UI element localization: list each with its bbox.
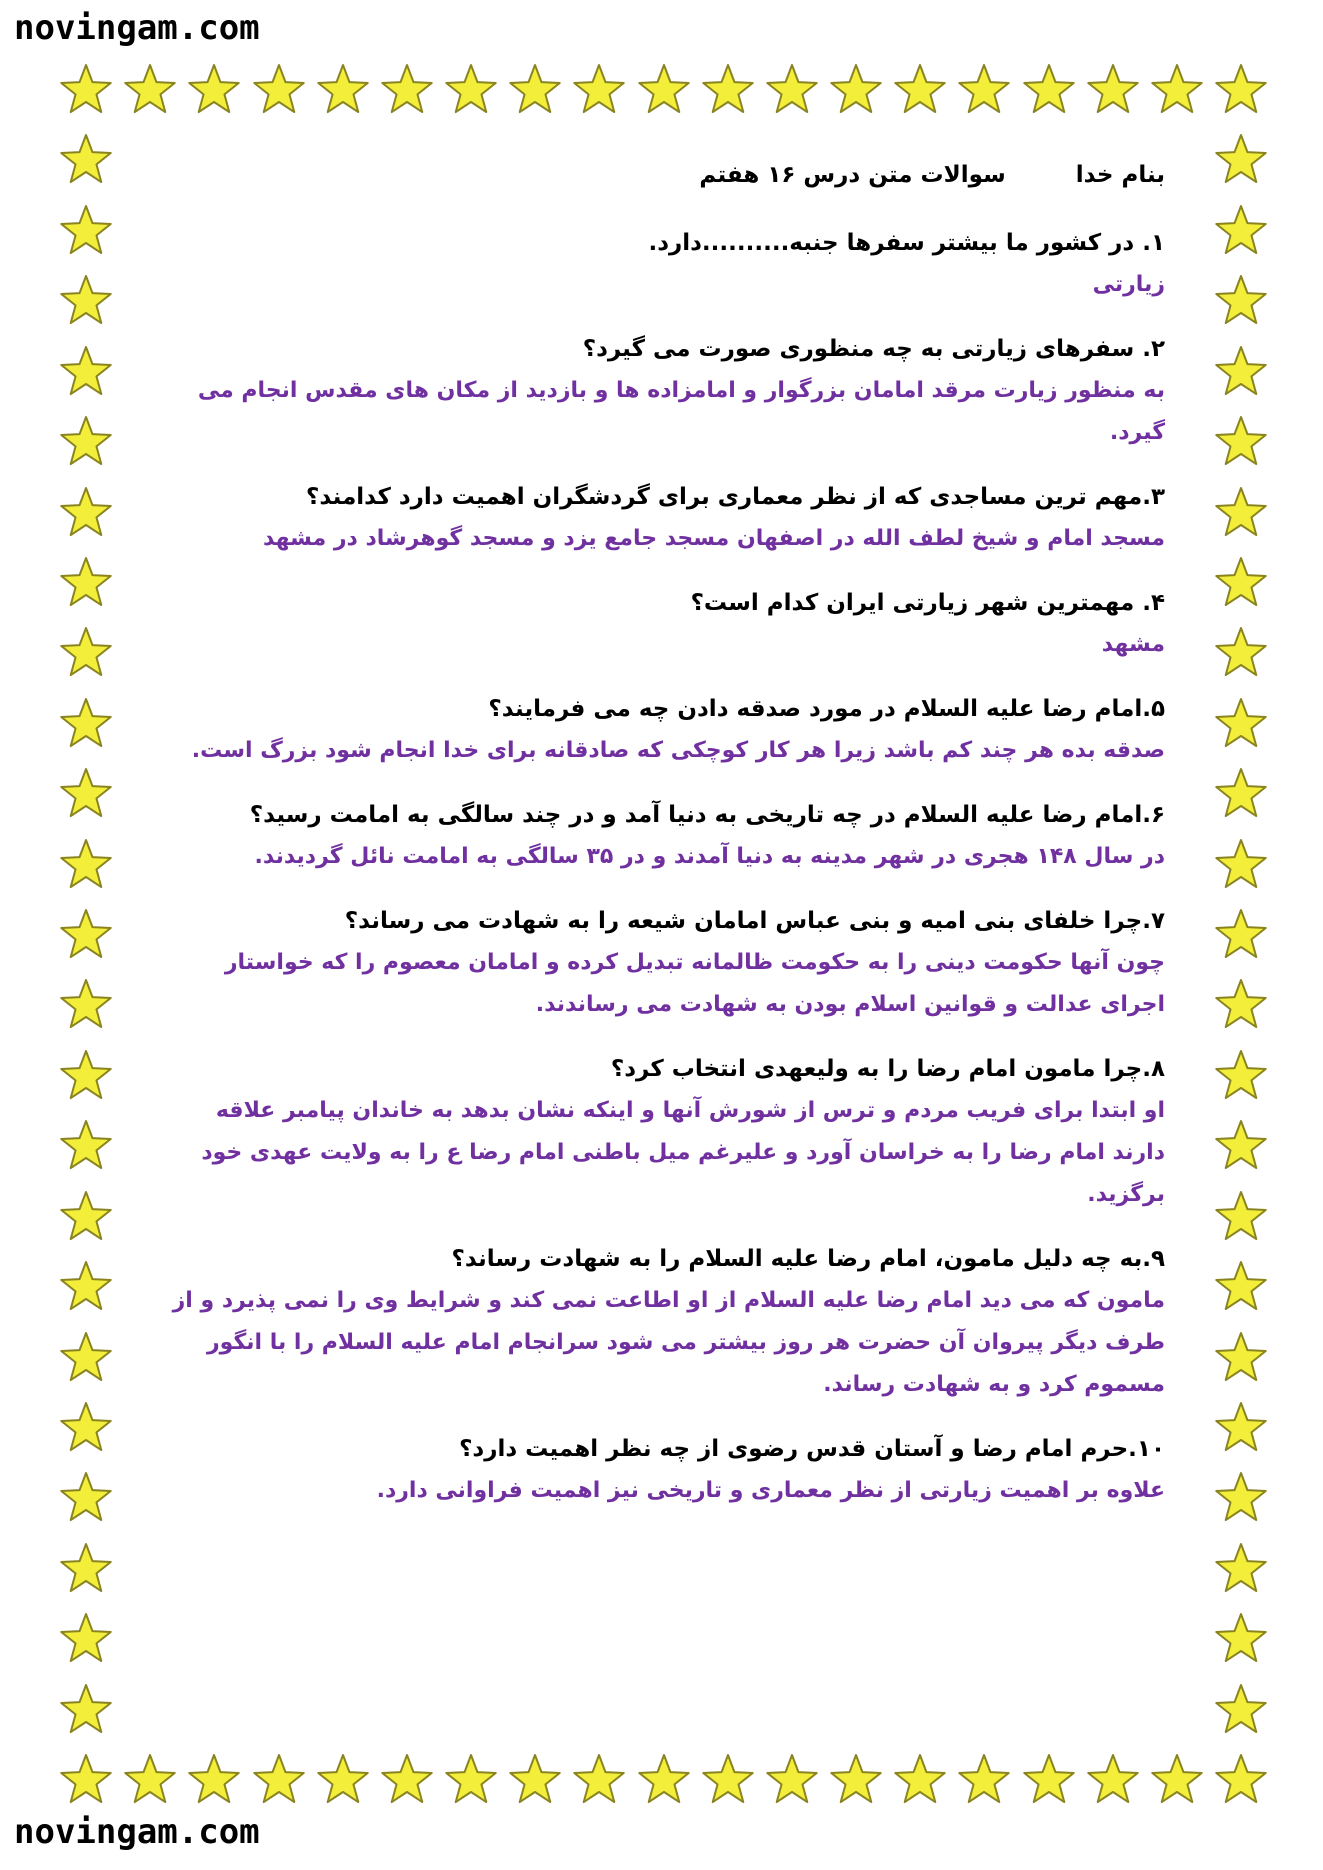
answer-7: چون آنها حکومت دینی را به حکومت ظالمانه تبدیل کرده و امامان معصوم را که خواستار اجرای عدالت و قوانین اسلام بودن به شهادت می رساندند.: [224, 950, 1165, 1017]
question-5: ۵.امام رضا علیه السلام در مورد صدقه دادن چه می فرمایند؟: [488, 696, 1165, 722]
star-icon: [1213, 1400, 1269, 1456]
star-icon: [58, 1048, 114, 1104]
answer-8: او ابتدا برای فریب مردم و ترس از شورش آنها و اینکه نشان بدهد به خاندان پیامبر علاقه دارند امام رضا را به خراسان آورد و علیرغم میل باطنی امام رضا ع را به ولایت عهدی خود برگزید.: [201, 1098, 1165, 1207]
star-icon: [1213, 977, 1269, 1033]
star-icon: [1149, 62, 1205, 118]
star-icon: [700, 1752, 756, 1808]
qa-item-4: [170, 582, 1165, 666]
star-icon: [443, 62, 499, 118]
star-icon: [58, 1400, 114, 1456]
star-icon: [1021, 62, 1077, 118]
star-icon: [58, 1189, 114, 1245]
answer-9: مامون که می دید امام رضا علیه السلام از او اطاعت نمی کند و شرایط وی را نمی پذیرد و از طرف دیگر پیروان آن حضرت هر روز بیشتر می شود سرانجام امام علیه السلام را با انگور مسموم کرد و به شهادت رساند.: [172, 1288, 1165, 1397]
star-icon: [1213, 837, 1269, 893]
question-7: ۷.چرا خلفای بنی امیه و بنی عباس امامان شیعه را به شهادت می رساند؟: [344, 908, 1165, 934]
star-icon: [1213, 1189, 1269, 1245]
star-icon: [1213, 1470, 1269, 1526]
star-icon: [1085, 62, 1141, 118]
watermark-bottom: novingam.com: [14, 1812, 260, 1852]
star-icon: [828, 1752, 884, 1808]
question-10: ۱۰.حرم امام رضا و آستان قدس رضوی از چه نظر اهمیت دارد؟: [459, 1436, 1165, 1462]
star-icon: [956, 62, 1012, 118]
star-icon: [58, 696, 114, 752]
star-icon: [764, 62, 820, 118]
answer-10: علاوه بر اهمیت زیارتی از نظر معماری و تاریخی نیز اهمیت فراوانی دارد.: [376, 1478, 1165, 1503]
answer-3: مسجد امام و شیخ لطف الله در اصفهان مسجد جامع یزد و مسجد گوهرشاد در مشهد: [262, 526, 1165, 551]
qa-item-9: [170, 1238, 1165, 1406]
star-icon: [1213, 273, 1269, 329]
star-icon: [58, 1682, 114, 1738]
star-icon: [1149, 1752, 1205, 1808]
star-icon: [571, 62, 627, 118]
star-icon: [58, 485, 114, 541]
star-icon: [58, 837, 114, 893]
star-icon: [58, 1752, 114, 1808]
star-icon: [1213, 414, 1269, 470]
star-icon: [1213, 1048, 1269, 1104]
star-icon: [58, 203, 114, 259]
star-icon: [1213, 1330, 1269, 1386]
star-icon: [1213, 1259, 1269, 1315]
star-icon: [956, 1752, 1012, 1808]
star-icon: [443, 1752, 499, 1808]
star-icon: [1213, 696, 1269, 752]
star-icon: [122, 1752, 178, 1808]
star-icon: [1213, 1118, 1269, 1174]
qa-item-6: [170, 794, 1165, 878]
star-icon: [1085, 1752, 1141, 1808]
question-6: ۶.امام رضا علیه السلام در چه تاریخی به دنیا آمد و در چند سالگی به امامت رسید؟: [249, 802, 1165, 828]
star-icon: [1213, 1611, 1269, 1667]
star-icon: [58, 1541, 114, 1597]
star-icon: [58, 977, 114, 1033]
star-icon: [1213, 203, 1269, 259]
star-icon: [58, 62, 114, 118]
star-icon: [315, 1752, 371, 1808]
star-icon: [1213, 132, 1269, 188]
qa-item-10: [170, 1428, 1165, 1512]
star-icon: [1213, 344, 1269, 400]
star-icon: [58, 414, 114, 470]
star-icon: [58, 907, 114, 963]
star-icon: [892, 62, 948, 118]
star-icon: [58, 1611, 114, 1667]
answer-4: مشهد: [1101, 632, 1165, 657]
page-header: [170, 150, 1165, 200]
star-icon: [507, 1752, 563, 1808]
star-icon: [1213, 625, 1269, 681]
answer-1: زیارتی: [1092, 272, 1165, 297]
answer-6: در سال ۱۴۸ هجری در شهر مدینه به دنیا آمدند و در ۳۵ سالگی به امامت نائل گردیدند.: [254, 844, 1165, 869]
star-icon: [58, 766, 114, 822]
qa-item-2: [170, 328, 1165, 454]
watermark-top: novingam.com: [14, 8, 260, 48]
star-icon: [636, 62, 692, 118]
star-icon: [122, 62, 178, 118]
star-icon: [1213, 766, 1269, 822]
answer-5: صدقه بده هر چند کم باشد زیرا هر کار کوچکی که صادقانه برای خدا انجام شود بزرگ است.: [191, 738, 1165, 763]
star-icon: [251, 1752, 307, 1808]
question-3: ۳.مهم ترین مساجدی که از نظر معماری برای گردشگران اهمیت دارد کدامند؟: [306, 484, 1165, 510]
question-1: ۱. در کشور ما بیشتر سفرها جنبه..........دارد.: [648, 230, 1165, 256]
qa-item-5: [170, 688, 1165, 772]
qa-item-1: [170, 222, 1165, 306]
star-icon: [58, 1470, 114, 1526]
star-icon: [1213, 1682, 1269, 1738]
star-icon: [571, 1752, 627, 1808]
worksheet: [170, 150, 1165, 1512]
page-title: سوالات متن درس ۱۶ هفتم: [699, 162, 1006, 188]
star-icon: [379, 62, 435, 118]
star-icon: [892, 1752, 948, 1808]
star-icon: [636, 1752, 692, 1808]
star-icon: [58, 555, 114, 611]
star-icon: [58, 132, 114, 188]
question-8: ۸.چرا مامون امام رضا را به ولیعهدی انتخاب کرد؟: [610, 1056, 1165, 1082]
star-icon: [764, 1752, 820, 1808]
star-icon: [379, 1752, 435, 1808]
star-icon: [1213, 555, 1269, 611]
star-icon: [1021, 1752, 1077, 1808]
star-icon: [828, 62, 884, 118]
star-icon: [58, 1330, 114, 1386]
star-icon: [186, 62, 242, 118]
star-icon: [700, 62, 756, 118]
bismillah-text: بنام خدا: [1075, 162, 1165, 188]
star-icon: [58, 344, 114, 400]
star-icon: [58, 1259, 114, 1315]
star-icon: [58, 625, 114, 681]
question-4: ۴. مهمترین شهر زیارتی ایران کدام است؟: [690, 590, 1165, 616]
answer-2: به منظور زیارت مرقد امامان بزرگوار و امامزاده ها و بازدید از مکان های مقدس انجام می گیرد.: [197, 378, 1165, 445]
qa-item-7: [170, 900, 1165, 1026]
star-icon: [315, 62, 371, 118]
qa-item-8: [170, 1048, 1165, 1216]
star-icon: [186, 1752, 242, 1808]
star-icon: [1213, 1541, 1269, 1597]
star-icon: [58, 1118, 114, 1174]
qa-item-3: [170, 476, 1165, 560]
star-icon: [251, 62, 307, 118]
star-icon: [1213, 1752, 1269, 1808]
question-9: ۹.به چه دلیل مامون، امام رضا علیه السلام را به شهادت رساند؟: [451, 1246, 1165, 1272]
star-icon: [1213, 62, 1269, 118]
star-icon: [1213, 907, 1269, 963]
star-icon: [507, 62, 563, 118]
star-icon: [58, 273, 114, 329]
question-2: ۲. سفرهای زیارتی به چه منظوری صورت می گیرد؟: [582, 336, 1165, 362]
star-icon: [1213, 485, 1269, 541]
